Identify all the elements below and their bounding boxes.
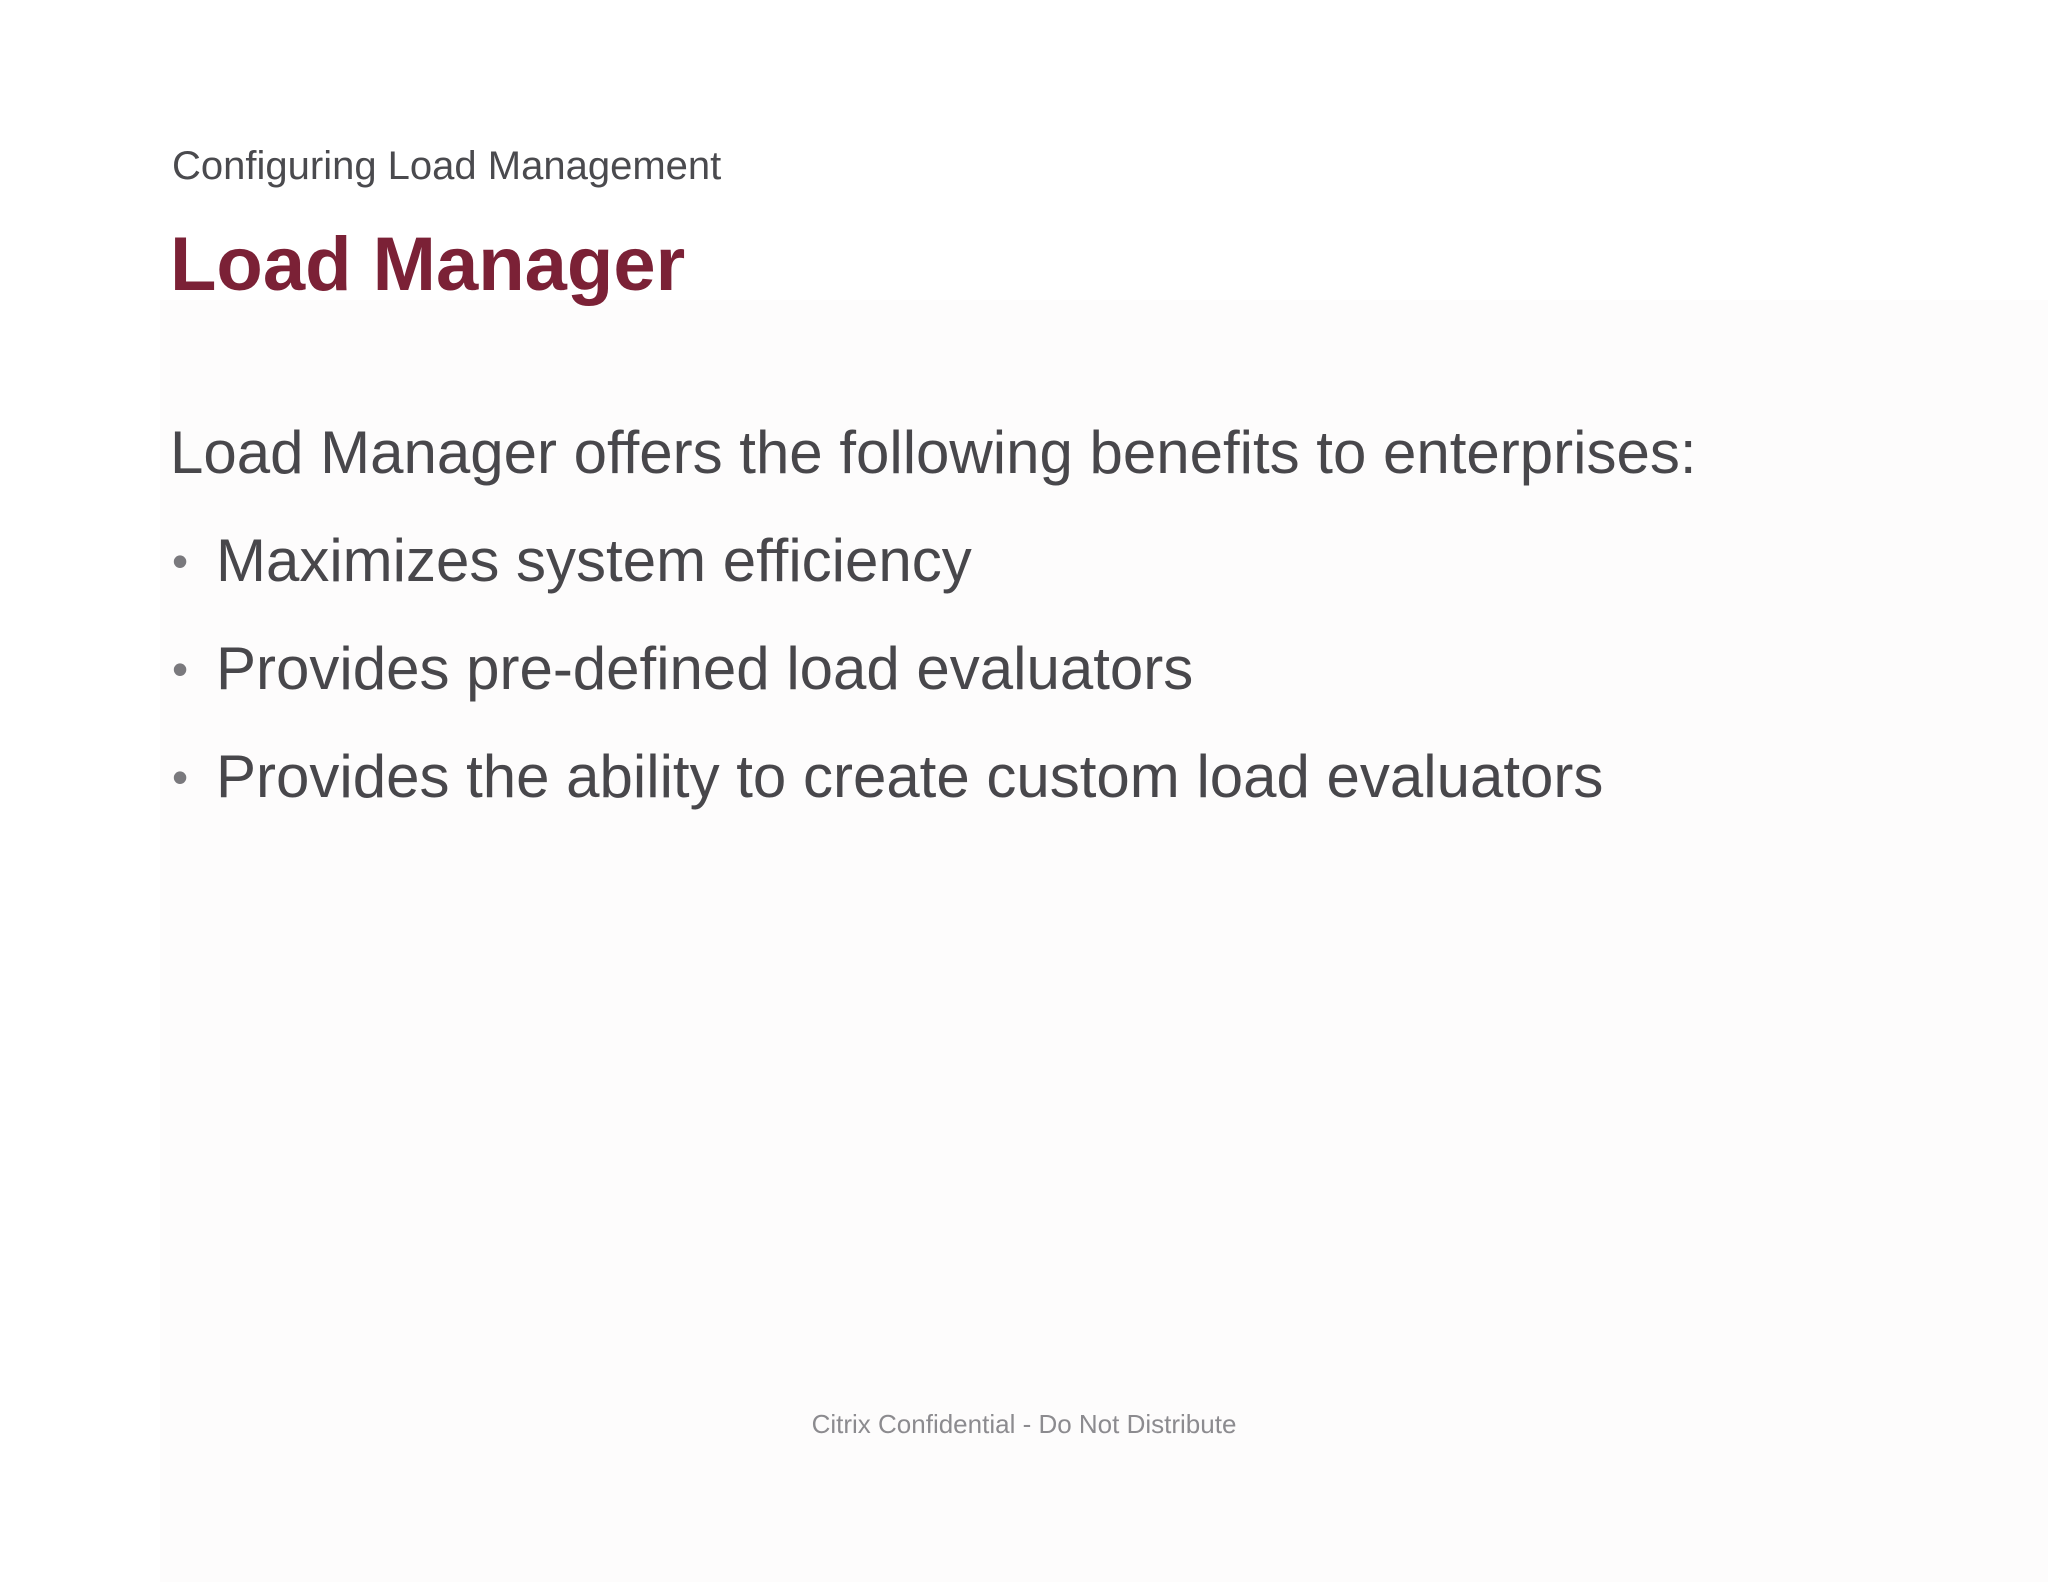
section-label: Configuring Load Management	[172, 144, 722, 188]
bullet-dot-icon: •	[172, 751, 189, 803]
intro-text: Load Manager offers the following benefits to enterprises:	[170, 419, 1697, 486]
bullet-text: Provides the ability to create custom load evaluators	[216, 743, 1604, 810]
bullet-dot-icon: •	[172, 535, 189, 587]
bullet-dot-icon: •	[172, 643, 189, 695]
bullet-text: Provides pre-defined load evaluators	[216, 635, 1194, 702]
bullet-text: Maximizes system efficiency	[216, 527, 972, 594]
footer-confidential: Citrix Confidential - Do Not Distribute	[811, 1409, 1237, 1439]
slide-title: Load Manager	[170, 222, 686, 307]
content-panel	[160, 300, 2048, 1582]
